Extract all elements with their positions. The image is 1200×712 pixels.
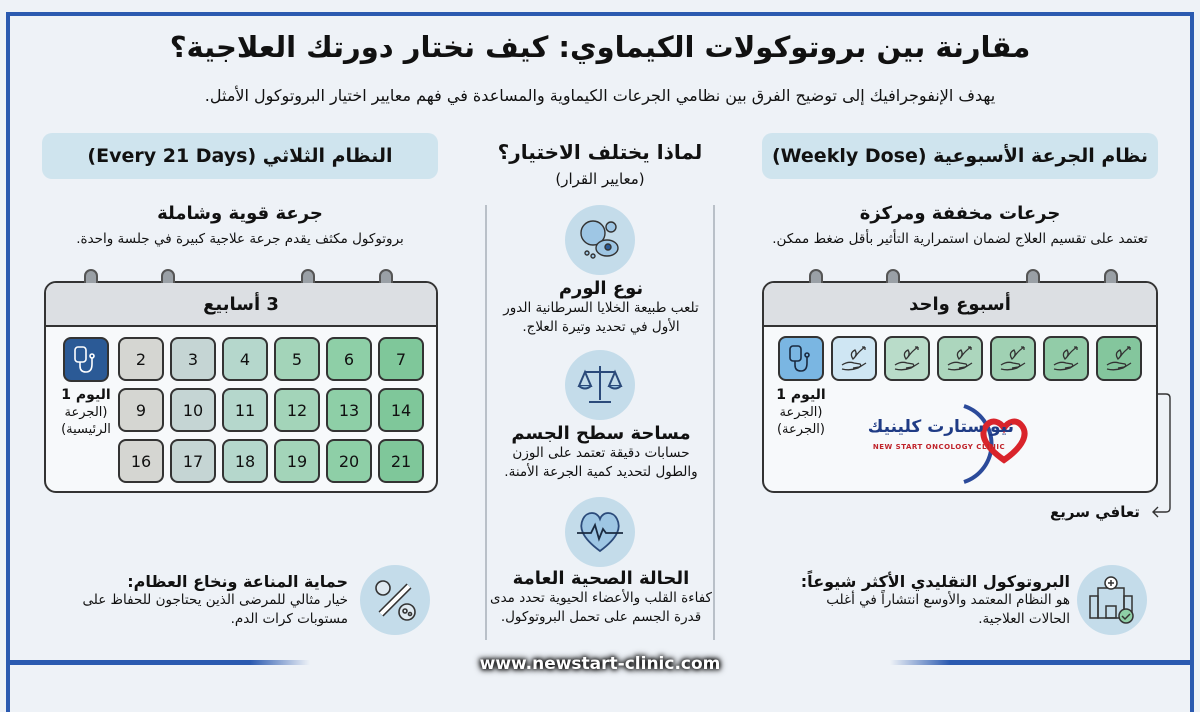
left-bottom-desc: خيار مثالي للمرضى الذين يحتاجون للحفاظ على مستوبات كرات الدم.: [82, 592, 348, 627]
calendar-day-cell: 6: [326, 337, 372, 381]
clinic-logo: نيو ستارت كلينيك NEW START ONCOLOGY CLINIC: [864, 403, 1044, 483]
calendar-21-days: [44, 281, 438, 493]
iv-drip-icon: [63, 337, 109, 382]
recovery-day-icon: [1043, 336, 1089, 381]
right-desc: تعتمد على تقسيم العلاج لضمان استمرارية التأثير بأقل ضغط ممكن.: [772, 231, 1148, 247]
calendar-day-cell: 16: [118, 439, 164, 483]
recovery-day-icon: [884, 336, 930, 381]
day1-label: اليوم 1: [61, 387, 111, 403]
divider: [713, 205, 715, 640]
page-subtitle: يهدف الإنفوجرافيك إلى توضيح الفرق بين نظامي الجرعات الكيماوية والمساعدة في فهم معايير اختيار البروتوكول الأمثل.: [204, 86, 996, 105]
recovery-day-icon: [831, 336, 877, 381]
iv-drip-icon: [778, 336, 824, 381]
calendar-day-cell: 21: [378, 439, 424, 483]
bone-marrow-icon: [360, 565, 430, 635]
left-heading: جرعة قوية وشاملة: [157, 203, 323, 224]
middle-subtitle: (معايير القرار): [555, 170, 645, 188]
recovery-day-icon: [1096, 336, 1142, 381]
calendar-day-cell: 10: [170, 388, 216, 432]
right-bottom-desc: هو النظام المعتمد والأوسع انتشاراً في أغلب الحالات العلاجية.: [826, 592, 1070, 627]
left-bottom-title: حماية المناعة ونخاع العظام:: [127, 572, 348, 591]
calendar-day-cell: 14: [378, 388, 424, 432]
left-desc: بروتوكول مكثف يقدم جرعة علاجية كبيرة في جلسة واحدة.: [76, 231, 404, 247]
calendar-day-cell: 20: [326, 439, 372, 483]
middle-title: لماذا يختلف الاختيار؟: [497, 140, 703, 164]
calendar-day-cell: 17: [170, 439, 216, 483]
calendar-title: أسبوع واحد: [764, 283, 1156, 327]
calendar-day-cell: 13: [326, 388, 372, 432]
page-title: مقارنة بين بروتوكولات الكيماوي: كيف نختار دورتك العلاجية؟: [169, 30, 1031, 64]
criterion-tumor-type: نوع الورم تلعب طبيعة الخلايا السرطانية الدور الأول في تحديد وتيرة العلاج.: [503, 278, 699, 335]
day1-label: اليوم 1: [776, 387, 826, 403]
criterion-body-surface: مساحة سطح الجسم حسابات دقيقة تعتمد على الوزن والطول لتحديد كمية الجرعة الأمنة.: [504, 423, 698, 480]
criterion-general-health: الحالة الصحية العامة كفاءة القلب والأعضاء الحيوية تحدد مدى قدرة الجسم على تحمل البروتوكول.: [490, 568, 712, 625]
recovery-day-icon: [990, 336, 1036, 381]
divider: [485, 205, 487, 640]
day1-note: (الجرعة: [779, 405, 823, 420]
calendar-day-cell: 9: [118, 388, 164, 432]
recovery-day-icon: [937, 336, 983, 381]
hospital-check-icon: [1077, 565, 1147, 635]
calendar-one-week: [762, 281, 1158, 493]
right-heading: جرعات مخففة ومركزة: [859, 203, 1061, 224]
calendar-day-cell: 12: [274, 388, 320, 432]
left-pill-three-weekly: النظام الثلاثي (Every 21 Days): [42, 133, 438, 179]
calendar-day-cell: 3: [170, 337, 216, 381]
day1-note: (الجرعة): [776, 422, 825, 437]
calendar-day-cell: 18: [222, 439, 268, 483]
day1-note: (الجرعة الرئيسية): [61, 405, 111, 437]
cells-icon: [565, 205, 635, 275]
right-pill-weekly: نظام الجرعة الأسبوعية (Weekly Dose): [762, 133, 1158, 179]
calendar-day-cell: 19: [274, 439, 320, 483]
heart-pulse-icon: [565, 497, 635, 567]
website-url: www.newstart-clinic.com: [479, 654, 721, 674]
recovery-label: تعافي سريع: [1050, 503, 1140, 521]
calendar-day-cell: 7: [378, 337, 424, 381]
calendar-day-cell: 2: [118, 337, 164, 381]
recovery-arrow-icon: [1140, 390, 1175, 520]
calendar-day-cell: 5: [274, 337, 320, 381]
calendar-day-cell: 4: [222, 337, 268, 381]
right-bottom-title: البروتوكول التقليدي الأكثر شيوعاً:: [800, 572, 1070, 591]
calendar-day-cell: 11: [222, 388, 268, 432]
scale-icon: [565, 350, 635, 420]
calendar-title: 3 أسابيع: [46, 283, 436, 327]
